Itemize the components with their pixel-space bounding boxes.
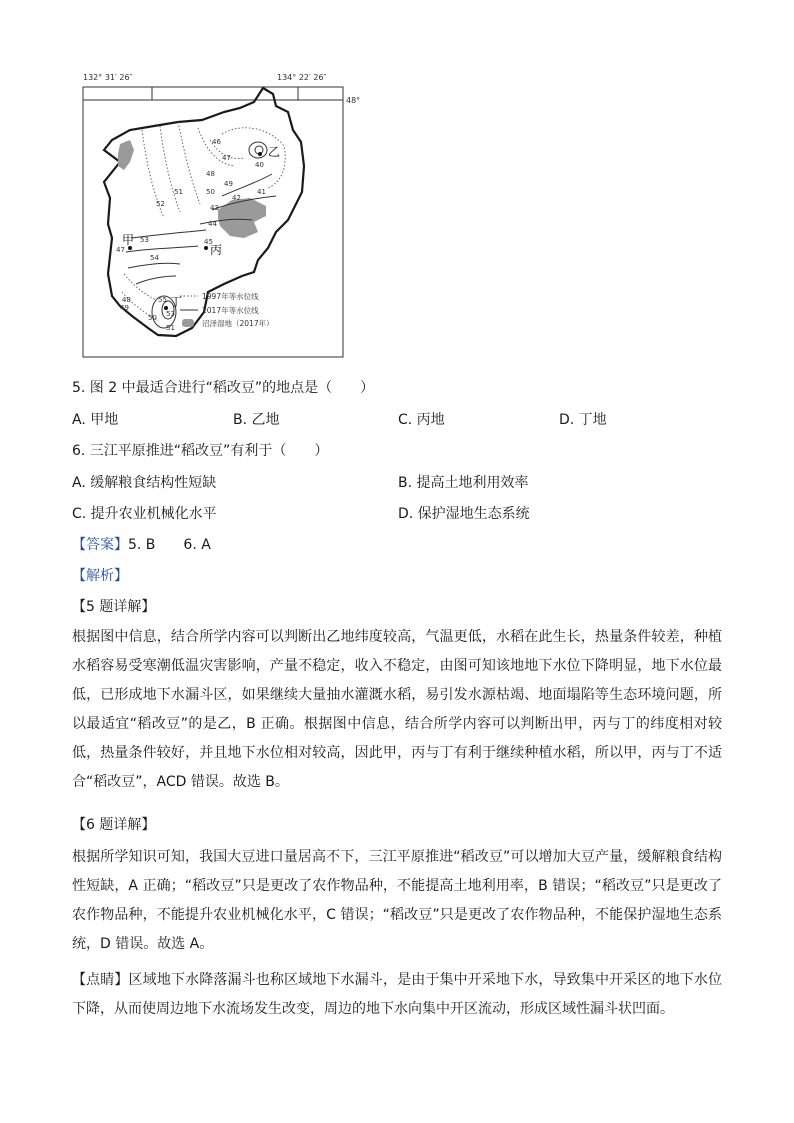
legend-wetland-swatch (182, 319, 194, 327)
contour-label: 46 (212, 138, 221, 146)
contour-label: 47 (222, 154, 231, 162)
wetland-patch-west (118, 140, 134, 170)
answer-line (72, 535, 211, 555)
contour-label: 51 (166, 324, 175, 332)
question-5-option-b: B. 乙地 (233, 412, 280, 428)
answer-text: 5. B 6. A (128, 537, 211, 553)
contour-label: 40 (255, 161, 264, 169)
coord-left-label: 132° 31′ 26″ (83, 73, 133, 82)
legend-2017-label: 2017年等水位线 (202, 306, 259, 315)
contour-label: 54 (150, 254, 159, 262)
contours-1997 (122, 122, 285, 320)
contour-label: 48 (206, 170, 215, 178)
contour-label: 44 (208, 220, 217, 228)
latitude-label: 48° (346, 96, 361, 105)
map-canvas (72, 70, 372, 362)
contour-label: 41 (257, 188, 266, 196)
contour-label: 47 (116, 246, 125, 254)
site-ding-dot (164, 306, 168, 310)
site-bing-dot (204, 246, 208, 250)
question-5-option-a: A. 甲地 (72, 412, 119, 428)
contour-label: 49 (120, 304, 129, 312)
contour-label: 53 (140, 236, 149, 244)
site-jia-label: 甲 (122, 233, 135, 247)
tip-text: 区域地下水降落漏斗也称区域地下水漏斗，是由于集中开采地下水，导致集中开采区的地下水位下降，从而使周边地下水流场发生改变，周边的地下水向集中开区流动，形成区域性漏斗状凹面。 (72, 972, 723, 1017)
question-5-stem: 5. 图 2 中最适合进行“稻改豆”的地点是（ ） (72, 380, 375, 396)
analysis-label: 【解析】 (72, 568, 128, 584)
question-6-stem: 6. 三江平原推进“稻改豆”有利于（ ） (72, 443, 329, 459)
contour-label: 55 (158, 296, 167, 304)
question-6-option-a: A. 缓解粮食结构性短缺 (72, 475, 217, 491)
site-bing-label: 丙 (210, 243, 223, 257)
legend-wetland-label: 沼泽湿地（2017年） (202, 319, 274, 328)
groundwater-contour-map (72, 70, 372, 362)
q5-detail-label: 【5 题详解】 (72, 599, 156, 615)
map-legend (180, 291, 274, 328)
question-5-option-d: D. 丁地 (559, 412, 607, 428)
contour-label: 42 (232, 194, 241, 202)
site-yi-label: 乙 (268, 145, 281, 159)
contour-label: 50 (206, 188, 215, 196)
q6-detail-text: 根据所学知识可知，我国大豆进口量居高不下，三江平原推进“稻改豆”可以增加大豆产量，缓解粮食结构性短缺，A 正确；“稻改豆”只是更改了农作物品种，不能提高土地利用率，B 错误；“稻改豆”只是更改了农作物品种，不能提升农业机械化水平，C 错误；“稻改豆”只是更改了农作物品种，不能保护湿地生态系统，D 错误。故选 A。 (72, 849, 722, 952)
question-6-option-d: D. 保护湿地生态系统 (398, 506, 530, 522)
site-markers (122, 145, 280, 310)
contour-label: 52 (156, 200, 165, 208)
wetland-patch-east (218, 198, 266, 238)
contour-label: 51 (174, 188, 183, 196)
legend-1997-label: 1997年等水位线 (202, 292, 259, 301)
site-ding-label: 丁 (170, 295, 183, 309)
question-5-option-c: C. 丙地 (398, 412, 445, 428)
contour-label: 50 (148, 314, 157, 322)
q5-detail-text: 根据图中信息，结合所学内容可以判断出乙地纬度较高，气温更低，水稻在此生长，热量条件较差，种植水稻容易受寒潮低温灾害影响，产量不稳定，收入不稳定，由图可知该地地下水位下降明显，地下水位最低，已形成地下水漏斗区，如果继续大量抽水灌溉水稻，易引发水源枯竭、地面塌陷等生态环境问题，所以最适宜“稻改豆”的是乙，B 正确。根据图中信息，结合所学内容可以判断出甲，丙与丁的纬度相对较低，热量条件较好，并且地下水位相对较高，因此甲，丙与丁有利于继续种植水稻，所以甲，丙与丁不适合“稻改豆”，ACD 错误。故选 B。 (72, 629, 722, 790)
question-6-option-c: C. 提升农业机械化水平 (72, 506, 217, 522)
contour-label: 53 (166, 310, 175, 318)
coord-right-label: 134° 22′ 26″ (277, 73, 327, 82)
question-6-option-b: B. 提高土地利用效率 (398, 475, 529, 491)
tip-label: 【点睛】 (72, 972, 129, 988)
contour-label: 48 (122, 296, 131, 304)
tip-paragraph (72, 966, 722, 1024)
site-yi-dot (258, 152, 262, 156)
answer-label: 【答案】 (72, 537, 128, 553)
contour-label: 49 (224, 180, 233, 188)
contour-label: 43 (210, 204, 219, 212)
q6-detail-label: 【6 题详解】 (72, 817, 156, 833)
contour-label: 45 (204, 238, 213, 246)
